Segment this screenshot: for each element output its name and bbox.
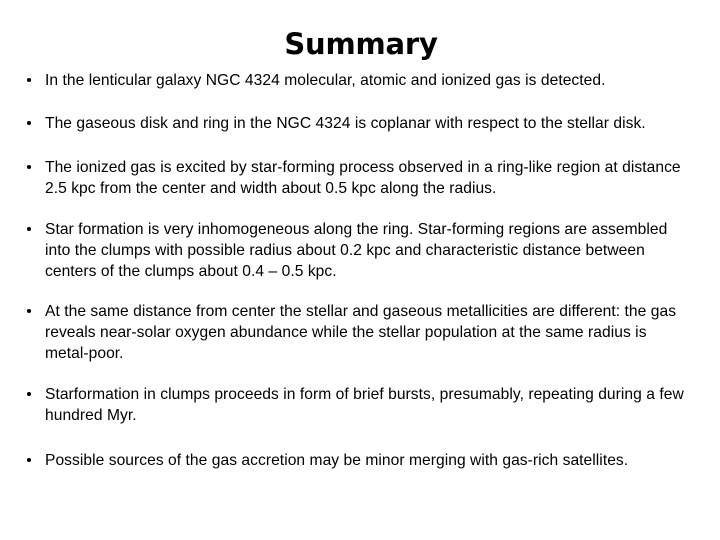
- bullet-dot-icon: [27, 121, 31, 125]
- slide-title-text: Summary: [284, 27, 438, 61]
- bullet-dot-icon: [27, 227, 31, 231]
- bullet-text: Possible sources of the gas accretion may be minor merging with gas-rich satellites.: [45, 452, 629, 469]
- bullet-dot-icon: [27, 165, 31, 169]
- bullet-dot-icon: [27, 309, 31, 313]
- bullet-text: Starformation in clumps proceeds in form of brief bursts, presumably, repeating during a few hundred Myr.: [45, 386, 684, 424]
- bullet-text: The ionized gas is excited by star-forming process observed in a ring-like region at distance 2.5 kpc from the center and width about 0.5 kpc along the radius.: [45, 159, 681, 197]
- bullet-text: The gaseous disk and ring in the NGC 4324 is coplanar with respect to the stellar disk.: [45, 115, 646, 132]
- bullet-dot-icon: [27, 458, 31, 462]
- bullet-dot-icon: [27, 392, 31, 396]
- bullet-text: Star formation is very inhomogeneous along the ring. Star-forming regions are assembled into the clumps with possible radius about 0.2 kpc and characteristic distance between centers of the clumps about 0.4 – 0.5 kpc.: [45, 221, 668, 280]
- slide-title: [0, 26, 720, 62]
- bullet-text: At the same distance from center the stellar and gaseous metallicities are different: the gas reveals near-solar oxygen abundance while the stellar population at the same radius is metal-poor.: [45, 303, 677, 362]
- bullet-dot-icon: [27, 78, 31, 82]
- bullet-text: In the lenticular galaxy NGC 4324 molecular, atomic and ionized gas is detected.: [45, 72, 606, 89]
